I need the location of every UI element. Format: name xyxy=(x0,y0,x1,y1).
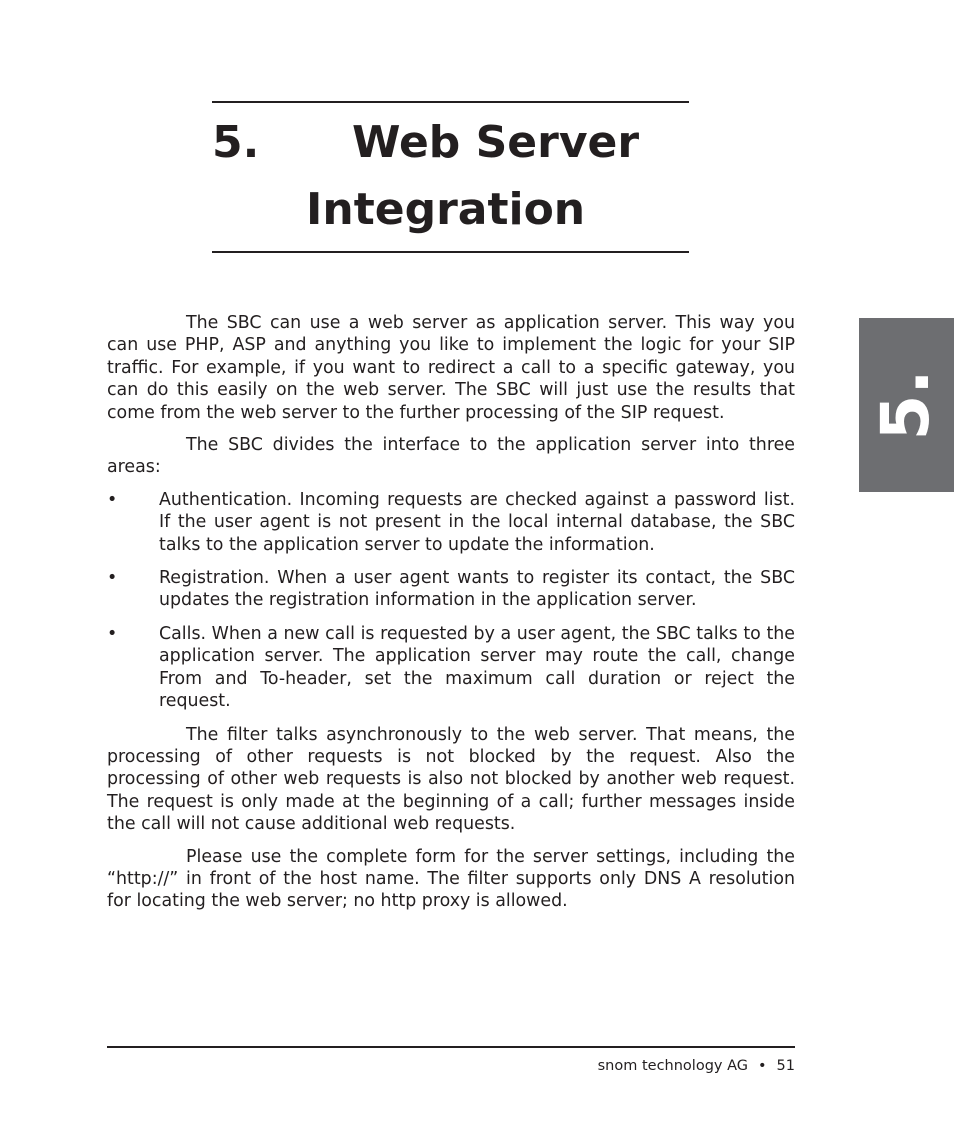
areas-paragraph: The SBC divides the interface to the application server into three areas: xyxy=(107,435,795,478)
list-item-authentication xyxy=(107,489,795,556)
list-item-registration xyxy=(107,567,795,612)
intro-paragraph: The SBC can use a web server as application server. This way you can use PHP, ASP and anything you like to implement the logic for your SIP traffic. For example, if you want to redirect a call to a specific gateway, you can do this easily on the web server. The SBC will just use the results that come from the web server to the further processing of the SIP request. xyxy=(107,313,795,423)
footer-company: snom technology AG xyxy=(597,1058,748,1074)
chapter-heading xyxy=(212,101,689,253)
bullet-icon: • xyxy=(107,489,118,510)
chapter-title xyxy=(306,117,686,251)
areas-list xyxy=(107,489,795,713)
footer-divider xyxy=(107,1046,795,1048)
list-item-calls xyxy=(107,623,795,713)
body-text xyxy=(107,312,795,923)
page-footer xyxy=(598,1057,795,1075)
side-tab-label: 5. xyxy=(867,369,944,441)
chapter-title-line-1: Web Server xyxy=(352,117,640,168)
chapter-number: 5. xyxy=(212,117,260,168)
settings-paragraph: Please use the complete form for the server settings, including the “http://” in front of the host name. The filter supports only DNS A resolution for locating the web server; no http proxy is allowed. xyxy=(107,846,795,912)
chapter-side-tab xyxy=(859,318,954,492)
list-item-text: Authentication. Incoming requests are checked against a password list. If the user agent is not present in the local internal database, the SBC talks to the application server to update the information. xyxy=(159,489,795,555)
chapter-title-line-2: Integration xyxy=(306,184,586,235)
list-item-text: Calls. When a new call is requested by a user agent, the SBC talks to the application server. The application server may route the call, change From and To-header, set the maximum call duration or reject the request. xyxy=(159,623,795,712)
list-item-text: Registration. When a user agent wants to register its contact, the SBC updates the registration information in the application server. xyxy=(159,568,795,611)
footer-separator: • xyxy=(757,1058,767,1074)
filter-paragraph: The filter talks asynchronously to the web server. That means, the processing of other requests is not blocked by the request. Also the processing of other web requests is also not blocked by another web request. The request is only made at the beginning of a call; further messages inside the call will not cause additional web requests. xyxy=(107,724,795,835)
bullet-icon: • xyxy=(107,568,118,589)
bullet-icon: • xyxy=(107,623,118,644)
page-number: 51 xyxy=(776,1058,795,1074)
